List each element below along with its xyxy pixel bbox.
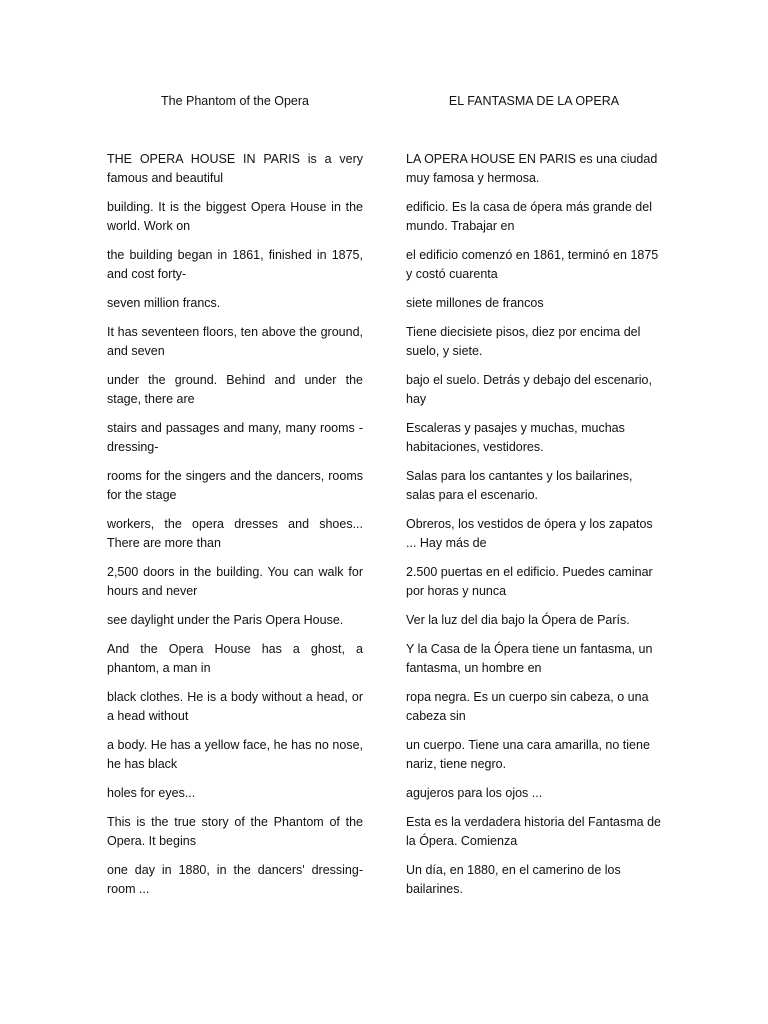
- title-english: The Phantom of the Opera: [160, 94, 309, 108]
- paragraph-es: Y la Casa de la Ópera tiene un fantasma, un fantasma, un hombre en: [406, 642, 653, 675]
- paragraph-es: bajo el suelo. Detrás y debajo del escenario, hay: [406, 373, 652, 406]
- paragraph-es: Escaleras y pasajes y muchas, muchas habitaciones, vestidores.: [406, 421, 625, 454]
- title-spanish: EL FANTASMA DE LA OPERA: [448, 94, 620, 108]
- paragraph-es: LA OPERA HOUSE EN PARIS es una ciudad muy famosa y hermosa.: [406, 152, 658, 185]
- paragraph-en: seven million francs.: [107, 296, 221, 310]
- paragraph-es: agujeros para los ojos ...: [406, 786, 543, 800]
- paragraph-es: el edificio comenzó en 1861, terminó en 1875 y costó cuarenta: [406, 248, 659, 281]
- paragraph-en: THE OPERA HOUSE IN PARIS is a very famous and beautiful: [107, 152, 363, 185]
- paragraph-en: black clothes. He is a body without a head, or a head without: [107, 690, 363, 723]
- paragraph-en: holes for eyes...: [107, 786, 196, 800]
- paragraph-es: Esta es la verdadera historia del Fantasma de la Ópera. Comienza: [406, 815, 661, 848]
- paragraph-en: stairs and passages and many, many rooms - dressing-: [107, 421, 363, 454]
- paragraph-es: Obreros, los vestidos de ópera y los zapatos ... Hay más de: [406, 517, 653, 550]
- english-column: [107, 150, 363, 909]
- paragraph-en: the building began in 1861, finished in 1875, and cost forty-: [107, 248, 363, 281]
- paragraph-en: This is the true story of the Phantom of the Opera. It begins: [107, 815, 363, 848]
- paragraph-es: Ver la luz del dia bajo la Ópera de París.: [406, 613, 630, 627]
- spanish-column: [406, 150, 662, 909]
- paragraph-es: edificio. Es la casa de ópera más grande del mundo. Trabajar en: [406, 200, 652, 233]
- paragraph-es: 2.500 puertas en el edificio. Puedes caminar por horas y nunca: [406, 565, 653, 598]
- paragraph-en: And the Opera House has a ghost, a phantom, a man in: [107, 642, 363, 675]
- paragraph-es: Un día, en 1880, en el camerino de los bailarines.: [406, 863, 621, 896]
- paragraph-en: building. It is the biggest Opera House in the world. Work on: [107, 200, 363, 233]
- paragraph-en: It has seventeen floors, ten above the ground, and seven: [107, 325, 363, 358]
- paragraph-en: one day in 1880, in the dancers' dressing-room ...: [107, 863, 363, 896]
- paragraph-es: Salas para los cantantes y los bailarines, salas para el escenario.: [406, 469, 633, 502]
- paragraph-en: workers, the opera dresses and shoes... There are more than: [107, 517, 363, 550]
- paragraph-en: rooms for the singers and the dancers, rooms for the stage: [107, 469, 363, 502]
- paragraph-en: under the ground. Behind and under the stage, there are: [107, 373, 363, 406]
- paragraph-es: ropa negra. Es un cuerpo sin cabeza, o una cabeza sin: [406, 690, 649, 723]
- paragraph-es: Tiene diecisiete pisos, diez por encima del suelo, y siete.: [406, 325, 641, 358]
- paragraph-es: siete millones de francos: [406, 296, 544, 310]
- paragraph-en: 2,500 doors in the building. You can walk for hours and never: [107, 565, 363, 598]
- paragraph-en: see daylight under the Paris Opera House.: [107, 613, 344, 627]
- paragraph-es: un cuerpo. Tiene una cara amarilla, no tiene nariz, tiene negro.: [406, 738, 650, 771]
- paragraph-en: a body. He has a yellow face, he has no nose, he has black: [107, 738, 363, 771]
